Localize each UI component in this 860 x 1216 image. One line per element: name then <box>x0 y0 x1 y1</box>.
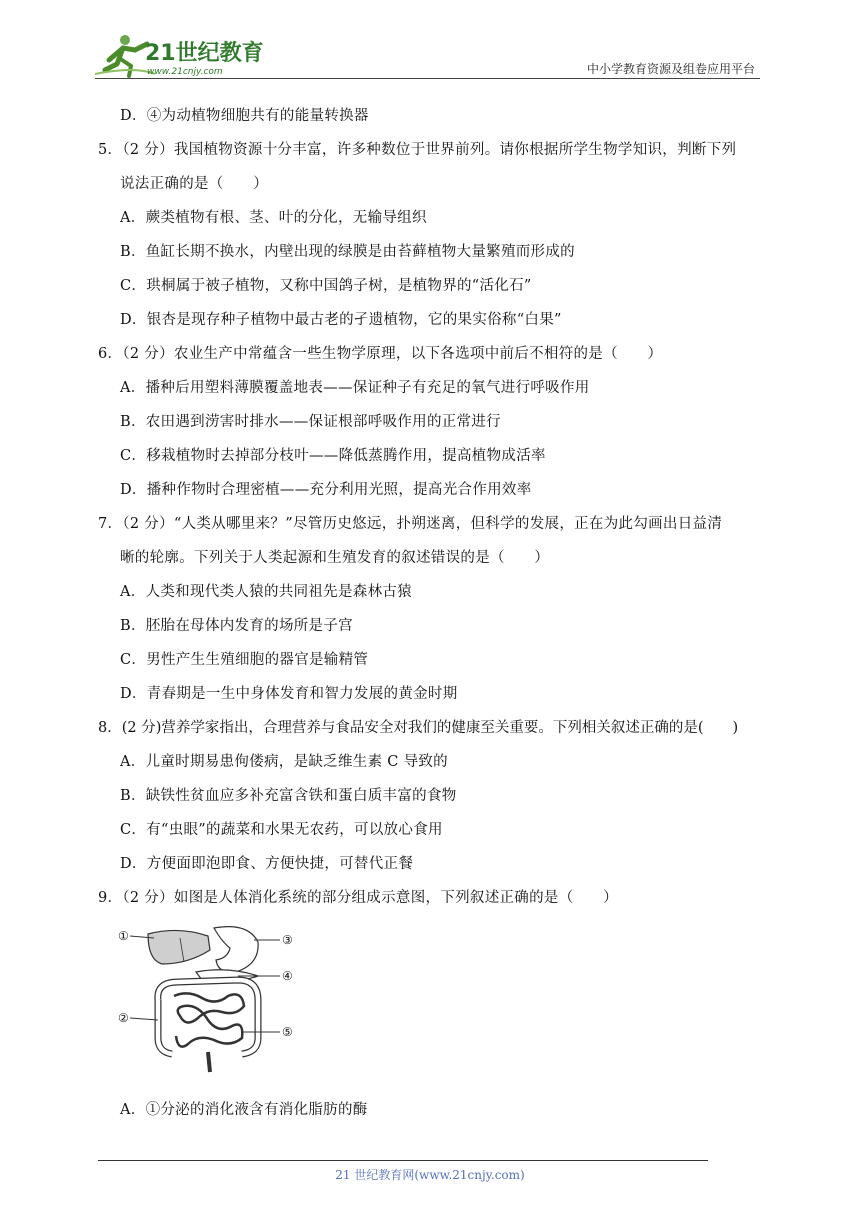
question-9: 9．（2 分）如图是人体消化系统的部分组成示意图，下列叙述正确的是（ ） <box>98 890 618 906</box>
question-8: 8．(2 分)营养学家指出，合理营养与食品安全对我们的健康至关重要。下列相关叙述正确的是( ) <box>98 720 739 736</box>
text-line: 说法正确的是（ ） <box>120 176 268 192</box>
text-line: D．④为动植物细胞共有的能量转换器 <box>120 108 369 124</box>
label-2: ② <box>118 1011 129 1025</box>
question-7: 7．（2 分）“人类从哪里来？”尽管历史悠远，扑朔迷离，但科学的发展，正在为此勾画出日益清 <box>98 516 723 532</box>
logo-text: 21世纪教育 <box>145 41 264 66</box>
option-d: D．青春期是一生中身体发育和智力发展的黄金时期 <box>120 686 458 702</box>
header-tagline: 中小学教育资源及组卷应用平台 <box>586 62 755 76</box>
label-4: ④ <box>282 969 293 983</box>
digestive-system-diagram <box>118 920 298 1080</box>
option-b: B．鱼缸长期不换水，内壁出现的绿膜是由苔藓植物大量繁殖而形成的 <box>120 244 575 260</box>
option-c: C．男性产生生殖细胞的器官是输精管 <box>120 652 369 668</box>
option-b: B．胚胎在母体内发育的场所是子宫 <box>120 618 353 634</box>
option-a: A．播种后用塑料薄膜覆盖地表——保证种子有充足的氧气进行呼吸作用 <box>120 380 590 396</box>
option-c: C．珙桐属于被子植物，又称中国鸽子树，是植物界的“活化石” <box>120 278 532 294</box>
header-divider <box>95 78 760 79</box>
option-c: C．移栽植物时去掉部分枝叶——降低蒸腾作用，提高植物成活率 <box>120 448 546 464</box>
option-b: B．缺铁性贫血应多补充富含铁和蛋白质丰富的食物 <box>120 788 457 804</box>
option-a: A．①分泌的消化液含有消化脂肪的酶 <box>120 1102 368 1118</box>
logo-url: www.21cnjy.com <box>147 67 223 77</box>
question-5: 5．（2 分）我国植物资源十分丰富，许多种数位于世界前列。请你根据所学生物学知识，判断下列 <box>98 142 737 158</box>
option-a: A．蕨类植物有根、茎、叶的分化，无输导组织 <box>120 210 427 226</box>
label-5: ⑤ <box>282 1025 293 1039</box>
text-line: 晰的轮廓。下列关于人类起源和生殖发育的叙述错误的是（ ） <box>120 550 550 566</box>
option-a: A．儿童时期易患佝偻病，是缺乏维生素 C 导致的 <box>120 754 448 770</box>
option-a: A．人类和现代类人猿的共同祖先是森林古猿 <box>120 584 412 600</box>
page-header <box>95 30 760 80</box>
label-1: ① <box>118 929 129 943</box>
option-d: D．播种作物时合理密植——充分利用光照，提高光合作用效率 <box>120 482 532 498</box>
page-footer: 21 世纪教育网(www.21cnjy.com) <box>335 1168 525 1182</box>
question-6: 6．（2 分）农业生产中常蕴含一些生物学原理，以下各选项中前后不相符的是（ ） <box>98 346 663 362</box>
option-c: C．有“虫眼”的蔬菜和水果无农药，可以放心食用 <box>120 822 443 838</box>
site-logo <box>95 30 265 78</box>
option-d: D．银杏是现存种子植物中最古老的孑遗植物，它的果实俗称“白果” <box>120 312 562 328</box>
option-b: B．农田遇到涝害时排水——保证根部呼吸作用的正常进行 <box>120 414 501 430</box>
footer-divider <box>98 1160 708 1161</box>
option-d: D．方便面即泡即食、方便快捷，可替代正餐 <box>120 856 414 872</box>
label-3: ③ <box>282 933 293 947</box>
